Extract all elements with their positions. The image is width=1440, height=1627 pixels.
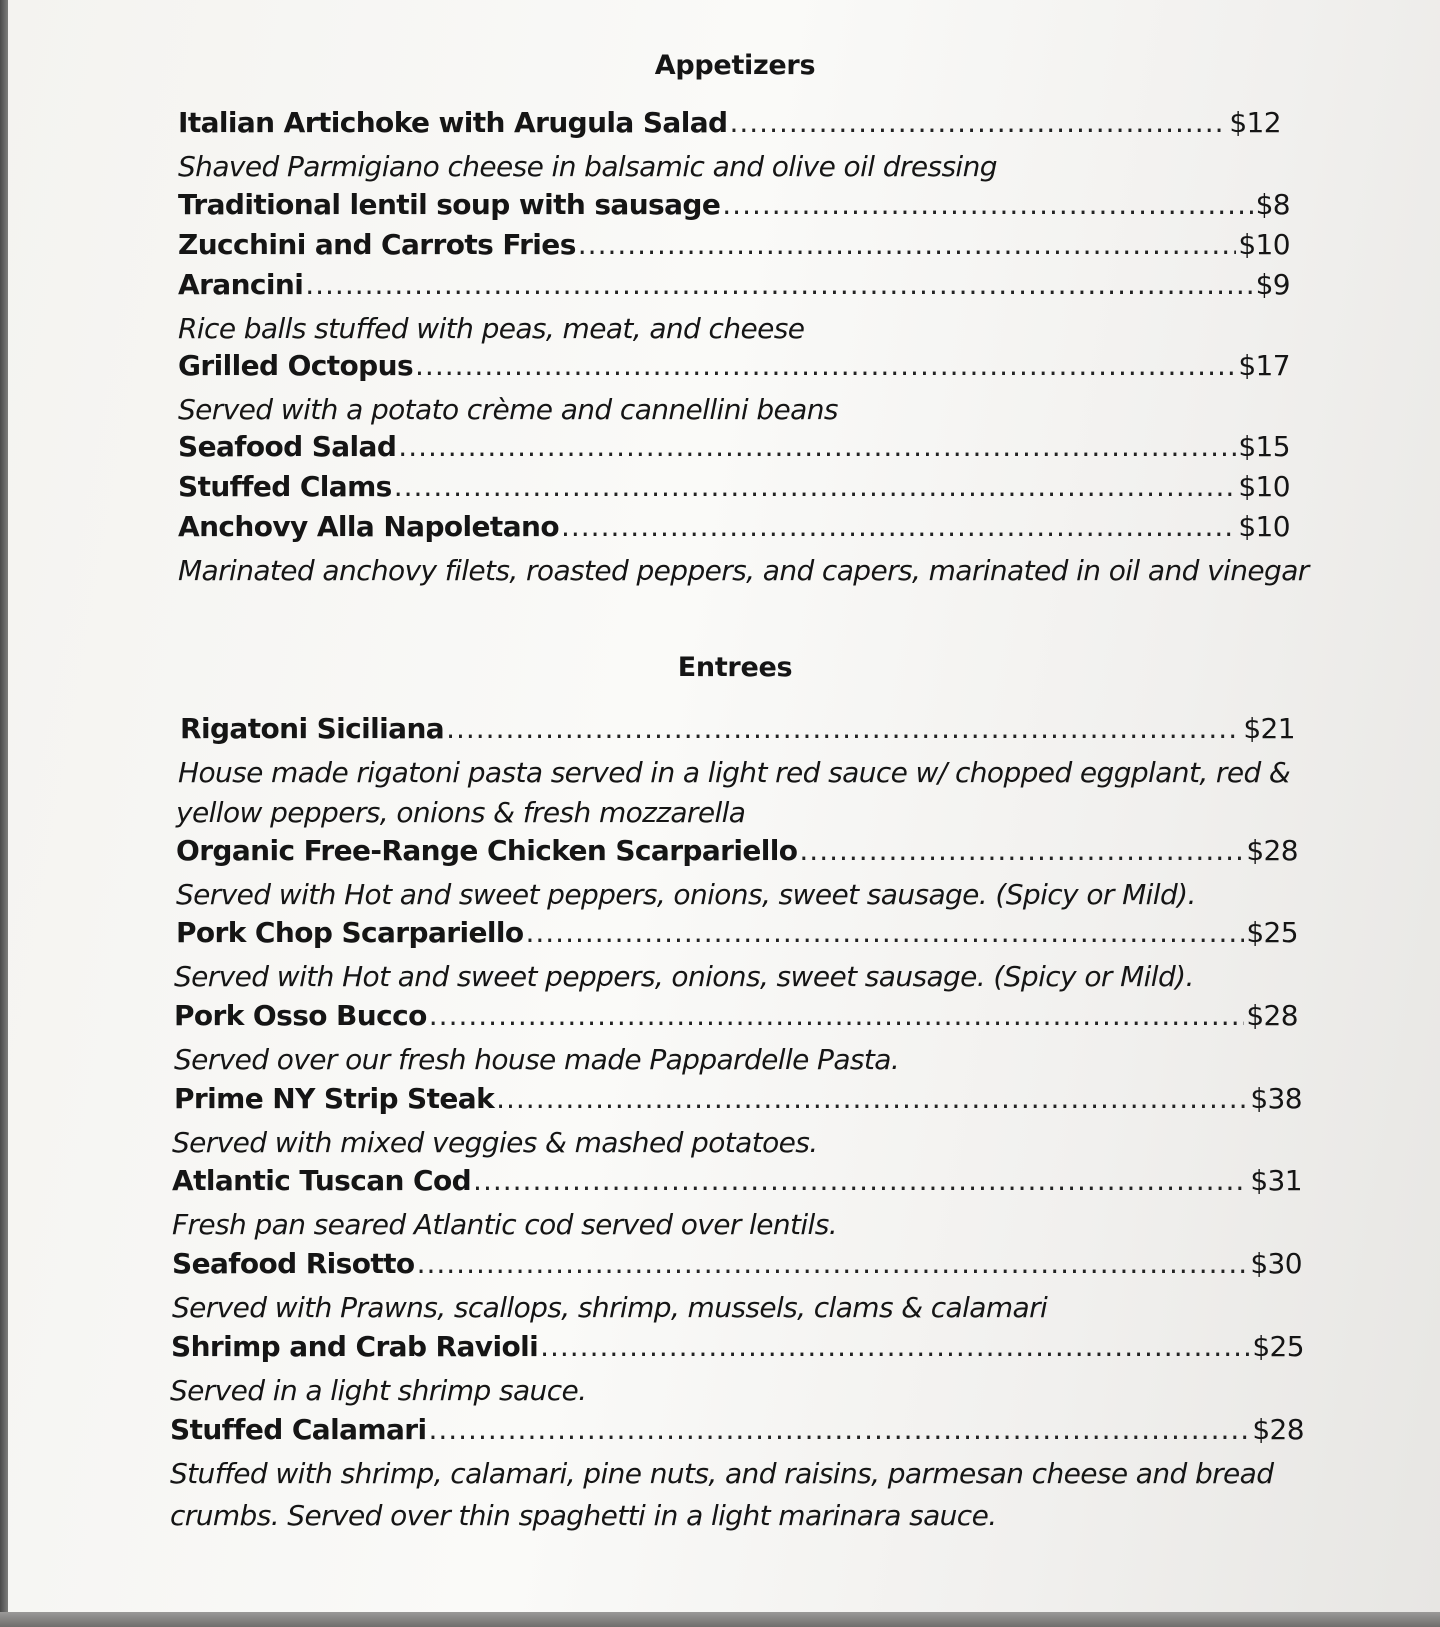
menu-item [178, 430, 1290, 470]
item-description: Stuffed with shrimp, calamari, pine nuts, and raisins, parmesan cheese and bread [170, 1457, 1274, 1490]
item-name: Organic Free-Range Chicken Scarpariello [176, 834, 798, 867]
item-price: $28 [1246, 834, 1298, 867]
leader-dots [496, 1082, 1248, 1115]
leader-dots [729, 106, 1227, 139]
item-description: Served in a light shrimp sauce. [170, 1374, 587, 1407]
menu-item [176, 916, 1298, 956]
leader-dots [578, 228, 1237, 261]
menu-item [178, 349, 1290, 389]
item-description: Served with Prawns, scallops, shrimp, mussels, clams & calamari [172, 1291, 1048, 1324]
item-name: Seafood Risotto [172, 1247, 415, 1280]
item-description: House made rigatoni pasta served in a light red sauce w/ chopped eggplant, red & [178, 756, 1291, 789]
menu-item [178, 510, 1290, 550]
leader-dots [429, 999, 1245, 1032]
item-description: Rice balls stuffed with peas, meat, and cheese [178, 312, 805, 345]
item-name: Shrimp and Crab Ravioli [171, 1330, 539, 1363]
item-description: Shaved Parmigiano cheese in balsamic and olive oil dressing [178, 150, 997, 183]
item-description: crumbs. Served over thin spaghetti in a light marinara sauce. [170, 1499, 997, 1532]
item-price: $31 [1250, 1164, 1302, 1197]
leader-dots [799, 834, 1244, 867]
menu-item [171, 1330, 1304, 1370]
item-description: Served over our fresh house made Pappardelle Pasta. [174, 1043, 900, 1076]
item-description: Marinated anchovy filets, roasted peppers, and capers, marinated in oil and vinegar [178, 554, 1309, 587]
item-price: $10 [1238, 470, 1290, 503]
item-description: Served with Hot and sweet peppers, onions, sweet sausage. (Spicy or Mild). [174, 960, 1194, 993]
item-name: Prime NY Strip Steak [174, 1082, 495, 1115]
item-name: Zucchini and Carrots Fries [178, 228, 576, 261]
leader-dots [428, 1413, 1250, 1446]
item-name: Rigatoni Siciliana [180, 712, 445, 745]
section-title-appetizers: Appetizers [654, 50, 816, 81]
item-name: Seafood Salad [178, 430, 397, 463]
item-price: $17 [1238, 349, 1290, 382]
item-name: Arancini [178, 268, 304, 301]
menu-item [178, 470, 1290, 510]
item-name: Atlantic Tuscan Cod [172, 1164, 472, 1197]
item-name: Traditional lentil soup with sausage [178, 188, 721, 221]
item-name: Italian Artichoke with Arugula Salad [178, 106, 728, 139]
menu-item [174, 999, 1298, 1039]
item-price: $10 [1238, 228, 1290, 261]
menu-item [170, 1413, 1304, 1453]
leader-dots [417, 1247, 1249, 1280]
item-price: $28 [1246, 999, 1298, 1032]
item-price: $9 [1255, 268, 1290, 301]
leader-dots [415, 349, 1236, 382]
item-description: Served with mixed veggies & mashed potatoes. [172, 1126, 818, 1159]
menu-item [178, 228, 1290, 268]
item-description: Served with a potato crème and cannellini beans [178, 393, 838, 426]
leader-dots [446, 712, 1241, 745]
leader-dots [540, 1330, 1250, 1363]
menu-item [176, 834, 1298, 874]
item-name: Stuffed Clams [178, 470, 392, 503]
leader-dots [394, 470, 1237, 503]
leader-dots [525, 916, 1244, 949]
item-description: Served with Hot and sweet peppers, onions, sweet sausage. (Spicy or Mild). [176, 878, 1196, 911]
menu-item [172, 1164, 1302, 1204]
leader-dots [473, 1164, 1248, 1197]
page-bottom-edge [0, 1612, 1440, 1627]
leader-dots [305, 268, 1253, 301]
leader-dots [561, 510, 1236, 543]
item-name: Pork Chop Scarpariello [176, 916, 524, 949]
item-name: Grilled Octopus [178, 349, 414, 382]
menu-item [178, 268, 1290, 308]
item-description: Fresh pan seared Atlantic cod served over lentils. [172, 1208, 838, 1241]
leader-dots [398, 430, 1236, 463]
item-price: $10 [1238, 510, 1290, 543]
section-title-entrees: Entrees [677, 652, 793, 683]
item-price: $8 [1255, 188, 1290, 221]
item-price: $25 [1246, 916, 1298, 949]
item-description: yellow peppers, onions & fresh mozzarella [176, 796, 746, 829]
item-name: Pork Osso Bucco [174, 999, 427, 1032]
item-price: $12 [1229, 106, 1281, 139]
item-price: $25 [1252, 1330, 1304, 1363]
leader-dots [722, 188, 1253, 221]
menu-item [172, 1247, 1302, 1287]
item-price: $30 [1250, 1247, 1302, 1280]
menu-sheet [8, 0, 1440, 1614]
item-price: $21 [1243, 712, 1295, 745]
menu-item [178, 188, 1290, 228]
menu-item [180, 712, 1295, 752]
item-price: $15 [1238, 430, 1290, 463]
item-name: Anchovy Alla Napoletano [178, 510, 559, 543]
menu-item [174, 1082, 1302, 1122]
item-price: $28 [1252, 1413, 1304, 1446]
item-price: $38 [1250, 1082, 1302, 1115]
menu-item [178, 106, 1281, 146]
item-name: Stuffed Calamari [170, 1413, 427, 1446]
